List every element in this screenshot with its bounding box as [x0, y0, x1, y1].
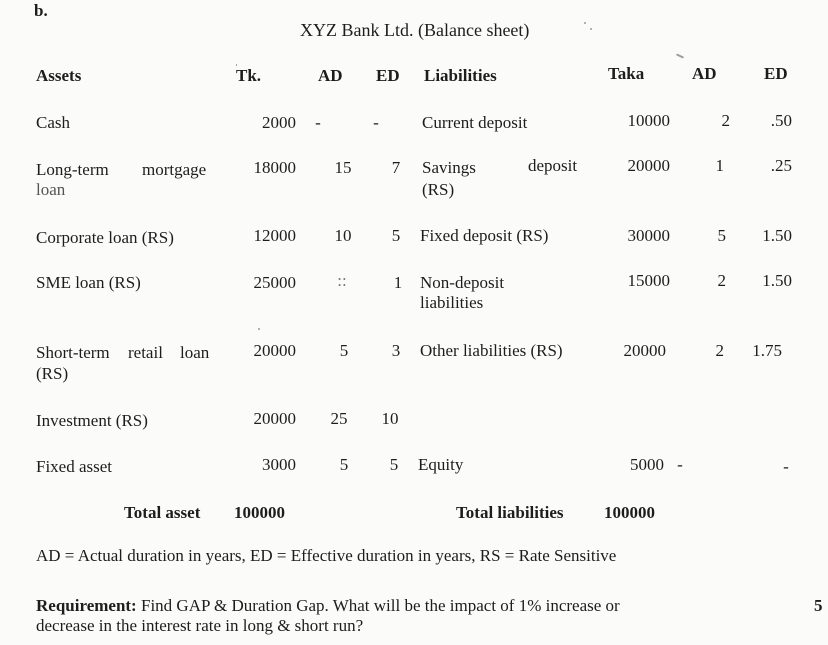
asset-amount: 25000 — [253, 273, 296, 292]
asset-ad: 25 — [330, 409, 348, 428]
asset-name-part: loan — [180, 343, 210, 362]
liability-ad: - — [677, 455, 683, 474]
total-asset-label: Total asset — [124, 503, 201, 522]
asset-ad: 5 — [339, 455, 349, 474]
asset-name-part: retail — [128, 343, 163, 362]
asset-ed: - — [373, 113, 379, 132]
liability-name-line2: liabilities — [420, 293, 484, 312]
asset-ed: 7 — [391, 158, 401, 177]
liability-amount: 10000 — [627, 111, 670, 130]
asset-name-part: mortgage — [142, 160, 207, 179]
asset-ad: :: — [337, 271, 347, 290]
liability-name: Equity — [418, 455, 464, 474]
liability-ad: 2 — [715, 341, 724, 360]
header-liabilities: Liabilities — [424, 66, 497, 85]
requirement-label: Requirement: — [36, 596, 137, 615]
asset-amount: 12000 — [253, 226, 296, 245]
total-liabilities-value: 100000 — [604, 503, 655, 522]
question-label: b. — [34, 1, 48, 20]
asset-amount: 18000 — [253, 158, 296, 177]
scan-speck — [236, 64, 237, 66]
asset-amount: 2000 — [262, 113, 296, 132]
liability-ad: 1 — [715, 156, 724, 175]
asset-amount: 20000 — [253, 341, 296, 360]
asset-name: SME loan (RS) — [36, 273, 141, 292]
asset-ed: 3 — [391, 341, 401, 360]
scan-speck — [258, 328, 260, 330]
asset-amount: 3000 — [262, 455, 296, 474]
liability-name-part: Savings — [422, 158, 476, 177]
asset-ed: 10 — [381, 409, 399, 428]
asset-ed: 5 — [389, 455, 399, 474]
asset-amount: 20000 — [253, 409, 296, 428]
requirement-text-line1: Find GAP & Duration Gap. What will be the impact of 1% increase or — [140, 596, 620, 615]
liability-name-line2: (RS) — [422, 180, 455, 199]
total-asset-value: 100000 — [234, 503, 285, 522]
marks: 5 — [814, 596, 823, 615]
liability-ad: 2 — [717, 271, 726, 290]
liability-name-part: deposit — [528, 156, 578, 175]
scan-speck — [590, 28, 592, 30]
asset-name-line2: (RS) — [36, 364, 69, 383]
liability-ed: 1.50 — [762, 271, 792, 290]
asset-name-line2: loan — [36, 180, 66, 199]
liability-ed: .25 — [770, 156, 792, 175]
header-taka: Taka — [608, 64, 645, 83]
header-assets: Assets — [36, 66, 82, 85]
liability-ed: 1.50 — [762, 226, 792, 245]
liability-ed: 1.75 — [752, 341, 782, 360]
liability-amount: 20000 — [627, 156, 670, 175]
scan-speck — [676, 53, 684, 58]
requirement-text-line2: decrease in the interest rate in long & short run? — [36, 616, 364, 635]
asset-name-part: Long-term — [36, 160, 109, 179]
liability-ed: - — [783, 457, 789, 476]
liability-amount: 30000 — [627, 226, 670, 245]
header-ed-liab: ED — [764, 64, 788, 83]
asset-ed: 1 — [393, 273, 403, 292]
asset-ad: 10 — [334, 226, 352, 245]
asset-name: Corporate loan (RS) — [36, 228, 174, 247]
total-liabilities-label: Total liabilities — [456, 503, 564, 522]
liability-name: Other liabilities (RS) — [420, 341, 563, 360]
liability-ad: 2 — [721, 111, 730, 130]
asset-ed: 5 — [391, 226, 401, 245]
liability-amount: 5000 — [630, 455, 664, 474]
asset-ad: - — [315, 113, 321, 132]
asset-ad: 5 — [339, 341, 349, 360]
asset-name: Cash — [36, 113, 70, 132]
liability-name: Fixed deposit (RS) — [420, 226, 549, 245]
liability-name-line1: Non-deposit — [420, 273, 505, 292]
asset-name-part: Short-term — [36, 343, 110, 362]
liability-ad: 5 — [717, 226, 726, 245]
header-tk: Tk. — [236, 66, 262, 85]
liability-name: Current deposit — [422, 113, 528, 132]
liability-amount: 20000 — [623, 341, 666, 360]
asset-ad: 15 — [334, 158, 352, 177]
header-ad-liab: AD — [692, 64, 717, 83]
page-title: XYZ Bank Ltd. (Balance sheet) — [300, 20, 530, 40]
legend-text: AD = Actual duration in years, ED = Effective duration in years, RS = Rate Sensitive — [36, 546, 617, 565]
header-ed: ED — [376, 66, 400, 85]
asset-name: Investment (RS) — [36, 411, 148, 430]
liability-ed: .50 — [770, 111, 792, 130]
liability-amount: 15000 — [627, 271, 670, 290]
header-ad: AD — [318, 66, 343, 85]
scan-speck — [584, 22, 586, 24]
asset-name: Fixed asset — [36, 457, 113, 476]
